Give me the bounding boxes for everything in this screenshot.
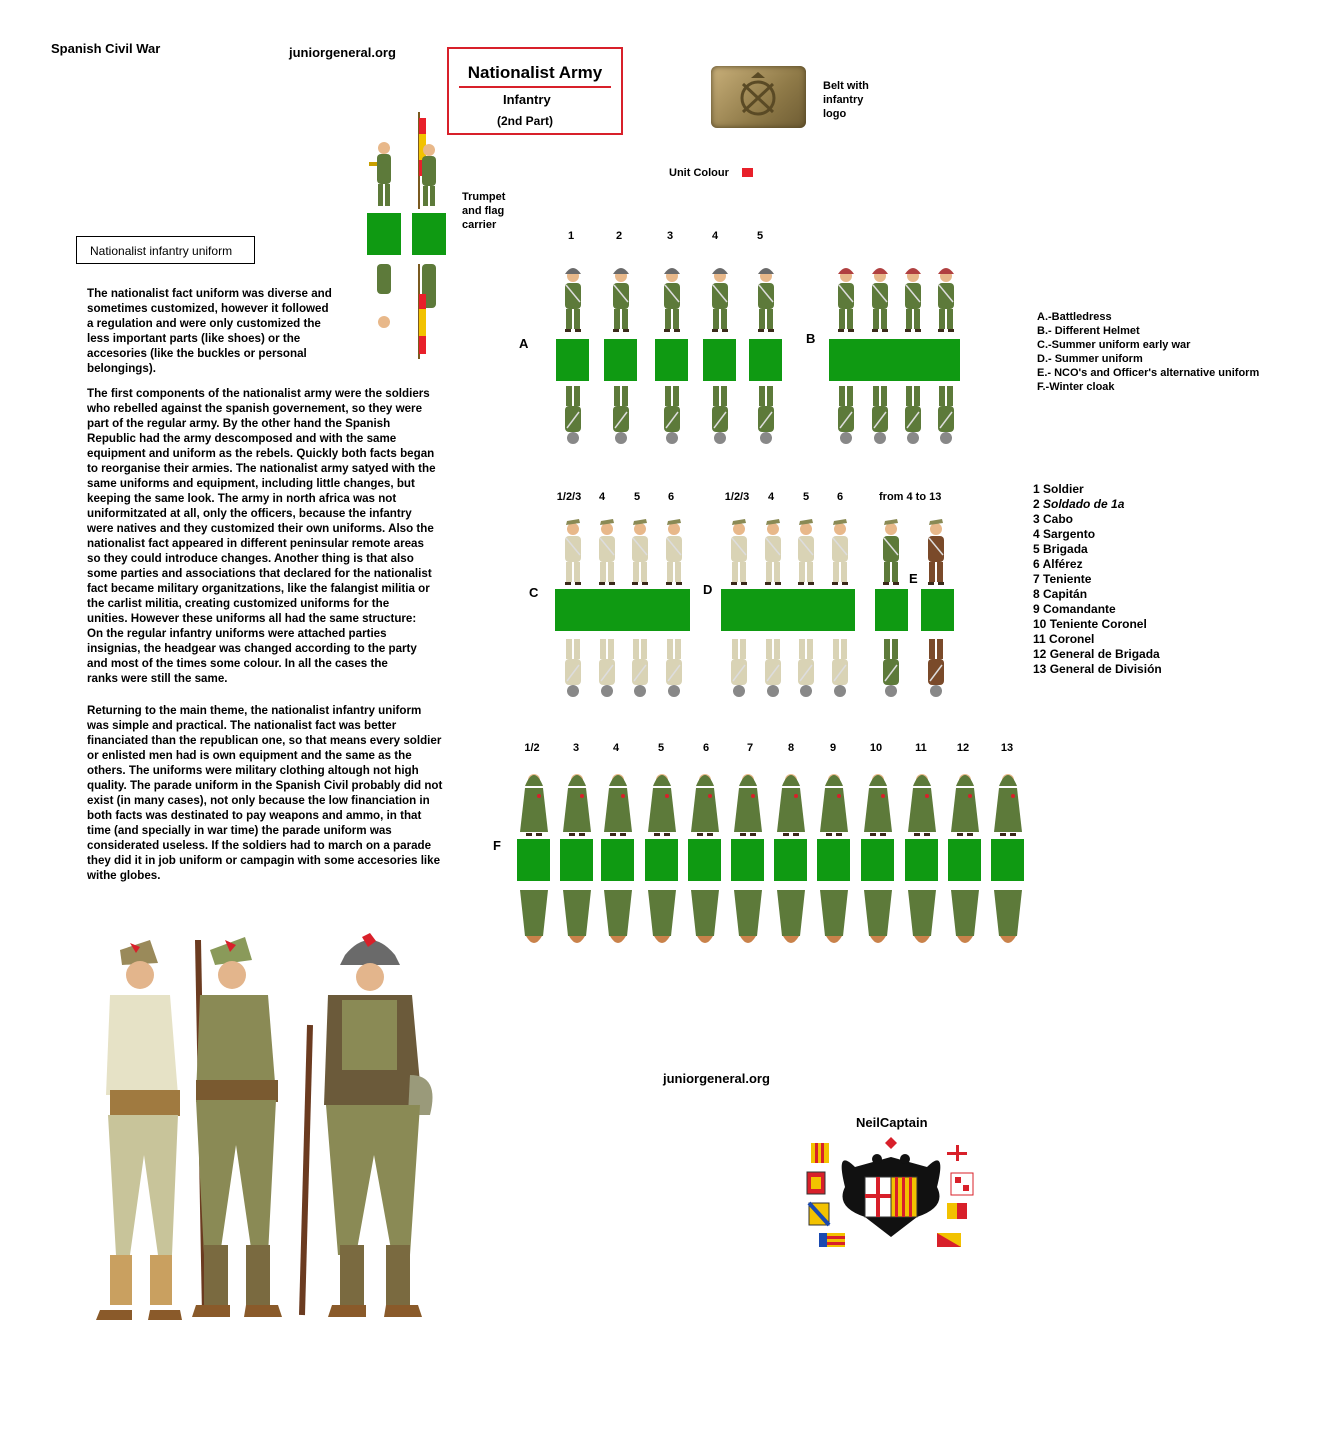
unit-base	[721, 589, 855, 631]
paragraph-line: keeping the same look. The army in north africa was not	[87, 492, 397, 505]
unit-colour-swatch	[742, 168, 753, 177]
rank-name: Alférez	[1042, 557, 1083, 571]
rank-name: Cabo	[1043, 512, 1074, 526]
figure-number: 11	[915, 742, 927, 754]
infantry-logo-icon	[711, 66, 806, 128]
rank-item	[1033, 482, 1162, 497]
belt-caption-line: infantry	[823, 94, 864, 106]
paragraph-line: some parties and associations that declared for the nationalist	[87, 567, 432, 580]
rank-name: Teniente Coronel	[1049, 617, 1147, 631]
rank-item	[1033, 602, 1162, 617]
figure-number: 1/2/3	[556, 491, 582, 503]
rank-number: 11	[1033, 632, 1050, 646]
rank-item	[1033, 662, 1162, 677]
unit-base	[905, 839, 938, 881]
title-box	[447, 47, 623, 135]
paragraph-line: a regulation and were only customized the	[87, 317, 321, 330]
paragraph-line: both facts was destinated to pay weapons and ammo, in that	[87, 809, 422, 822]
rank-number: 12	[1033, 647, 1050, 661]
paragraph-line: uniformitzated at all, only the officers, because the infantry	[87, 507, 412, 520]
paragraph-line: accesories (like the buckles or personal	[87, 347, 307, 360]
row-label-a: A	[519, 336, 529, 351]
site-link-top[interactable]: juniorgeneral.org	[289, 45, 396, 60]
unit-base	[556, 339, 589, 381]
paragraph-line: part of the regular army. By the other hand the Spanish	[87, 417, 391, 430]
unit-base	[921, 589, 954, 631]
figure-number: 1/2/3	[724, 491, 750, 503]
paragraph-line: belongings).	[87, 362, 156, 375]
trumpet-caption-line: and flag	[462, 205, 505, 217]
unit-base	[861, 839, 894, 881]
paragraph-line: considerated useless. If the soldiers had to march on a parade	[87, 839, 432, 852]
rank-item	[1033, 527, 1162, 542]
paragraph-line: Returning to the main theme, the nationalist infantry uniform	[87, 704, 422, 717]
row-label-d: D	[703, 582, 713, 597]
rank-number: 10	[1033, 617, 1050, 631]
site-link-bottom[interactable]: juniorgeneral.org	[663, 1071, 770, 1086]
rank-name: Soldado de 1a	[1043, 497, 1125, 511]
paragraph-line: financiated than the republican one, so that means every soldier	[87, 734, 442, 747]
unit-base	[774, 839, 807, 881]
legend-item: A.-Battledress	[1037, 311, 1112, 323]
figure-number: 3	[572, 742, 580, 754]
rank-name: Sargento	[1043, 527, 1096, 541]
rank-name: Teniente	[1043, 572, 1092, 586]
paragraph-line: sometimes customized, however it followed	[87, 302, 329, 315]
figure-number: 7	[746, 742, 754, 754]
unit-base	[601, 839, 634, 881]
rank-number: 13	[1033, 662, 1050, 676]
figure-number: 4	[711, 230, 719, 242]
legend-item: F.-Winter cloak	[1037, 381, 1115, 393]
rank-name: Comandante	[1043, 602, 1116, 616]
figure-number: 6	[836, 491, 844, 503]
rank-name: Coronel	[1049, 632, 1095, 646]
figure-number: 4	[612, 742, 620, 754]
legend-item: B.- Different Helmet	[1037, 325, 1140, 337]
figure-number: 13	[1000, 742, 1014, 754]
paragraph-line: insignias, the headgear was changed according to the party	[87, 642, 417, 655]
rank-number: 5	[1033, 542, 1044, 556]
rank-number: 2	[1033, 497, 1044, 511]
unit-base	[817, 839, 850, 881]
paragraph-line: to reorganise their armies. The nationalist army satyed with the	[87, 462, 436, 475]
page-subtitle: Infantry	[503, 92, 551, 107]
paragraph-line: The first components of the nationalist army were the soldiers	[87, 387, 430, 400]
figure-number: 2	[615, 230, 623, 242]
figure-number: 8	[787, 742, 795, 754]
figure-number: 5	[633, 491, 641, 503]
unit-base	[645, 839, 678, 881]
unit-base	[829, 339, 960, 381]
series-title: Spanish Civil War	[51, 41, 161, 56]
rank-item	[1033, 497, 1162, 512]
paragraph-line: nationalist fact appeared in different peninsular remote areas	[87, 537, 424, 550]
paragraph-3	[87, 703, 457, 883]
paragraph-line: the carlist militia, creating customized uniforms for the	[87, 597, 390, 610]
rank-number: 6	[1033, 557, 1043, 571]
uniform-illustration	[70, 925, 445, 1325]
paragraph-line: and most of the times some colour. In all the cases the	[87, 657, 388, 670]
paragraph-line: The nationalist fact uniform was diverse and	[87, 287, 332, 300]
figure-number: 6	[667, 491, 675, 503]
paragraph-line: or enlisted men had is own equipment and the same as the	[87, 749, 412, 762]
unit-base	[991, 839, 1024, 881]
unit-base	[555, 589, 690, 631]
rank-item	[1033, 587, 1162, 602]
rank-number: 4	[1033, 527, 1044, 541]
unit-base	[703, 339, 736, 381]
rank-number: 3	[1033, 512, 1044, 526]
figure-number: 5	[657, 742, 665, 754]
rank-name: Capitán	[1043, 587, 1088, 601]
rank-number: 8	[1033, 587, 1044, 601]
rank-item	[1033, 542, 1162, 557]
paragraph-2	[87, 386, 457, 686]
rank-list	[1033, 482, 1162, 677]
row-e-number-label: from 4 to 13	[879, 491, 942, 503]
paragraph-line: was simple and practical. The nationalist fact was better	[87, 719, 397, 732]
figure-number: 10	[869, 742, 883, 754]
paragraph-line: others. The uniforms were military clothing altough not high	[87, 764, 419, 777]
rank-item	[1033, 557, 1162, 572]
figure-number: 9	[829, 742, 837, 754]
rank-name: Brigada	[1043, 542, 1088, 556]
unit-base	[517, 839, 550, 881]
rank-item	[1033, 617, 1162, 632]
figure-number: 3	[666, 230, 674, 242]
paragraph-line: time (and specially in war time) the parade uniform was	[87, 824, 392, 837]
paragraph-1	[87, 286, 357, 376]
heraldry-shields	[805, 1137, 977, 1257]
paragraph-line: who rebelled against the spanish governement, so they were	[87, 402, 423, 415]
trumpet-flag-figures	[364, 104, 454, 364]
rank-number: 1	[1033, 482, 1044, 496]
paragraph-line: quality. The parade uniform in the Spanish Civil probably did not	[87, 779, 443, 792]
unit-base	[560, 839, 593, 881]
unit-base	[731, 839, 764, 881]
rank-name: General de División	[1049, 662, 1162, 676]
legend-item: C.-Summer uniform early war	[1037, 339, 1191, 351]
trumpet-flag-icon	[364, 104, 454, 364]
page-title: Nationalist Army	[467, 63, 603, 82]
rank-name: General de Brigada	[1049, 647, 1160, 661]
belt-caption-line: Belt with	[823, 80, 869, 92]
unit-base	[749, 339, 782, 381]
unit-base	[875, 589, 908, 631]
figure-number: 1/2	[524, 742, 540, 754]
paragraph-line: they did it in job uniform or campagin with some accesories like	[87, 854, 441, 867]
trumpet-caption-line: carrier	[462, 219, 497, 231]
uniform-label-box	[76, 236, 255, 264]
rank-item	[1033, 572, 1162, 587]
rank-item	[1033, 632, 1162, 647]
double-headed-eagle-icon	[805, 1137, 977, 1257]
legend-item: D.- Summer uniform	[1037, 353, 1143, 365]
unit-colour-label: Unit Colour	[669, 167, 729, 179]
rank-number: 9	[1033, 602, 1044, 616]
figure-number: 12	[956, 742, 970, 754]
belt-caption	[823, 79, 869, 121]
paragraph-line: were natives and they customized their own uniforms. Also the	[87, 522, 434, 535]
figure-number: 6	[702, 742, 710, 754]
unit-base	[655, 339, 688, 381]
figure-number: 5	[802, 491, 810, 503]
trumpet-caption	[462, 190, 505, 232]
paragraph-line: equipment and uniform as the rebels. Quickly both facts began	[87, 447, 435, 460]
paragraph-line: unities. However these uniforms all had the same structure:	[87, 612, 417, 625]
row-label-e: E	[909, 571, 918, 586]
paragraph-line: exist (in many cases), not only because the low financiation in	[87, 794, 430, 807]
row-label-b: B	[806, 331, 816, 346]
three-soldiers-icon	[70, 925, 445, 1325]
title-underline	[459, 86, 611, 88]
unit-base	[948, 839, 981, 881]
figure-number: 1	[567, 230, 575, 242]
paragraph-line: ranks were still the same.	[87, 672, 228, 685]
legend	[1037, 310, 1259, 394]
row-label-f: F	[493, 838, 501, 853]
paragraph-line: fact became military organitzations, like the falangist militia or	[87, 582, 430, 595]
row-label-c: C	[529, 585, 539, 600]
paragraph-line: so they could introduce changes. Another thing is that also	[87, 552, 414, 565]
paragraph-line: same uniforms and equipment, including little changes, but	[87, 477, 415, 490]
figure-number: 4	[598, 491, 606, 503]
figure-number: 5	[756, 230, 764, 242]
paragraph-line: withe globes.	[87, 869, 161, 882]
page-subtitle-2: (2nd Part)	[497, 114, 554, 128]
paragraph-line: Republic had the army descomposed and with the same	[87, 432, 397, 445]
legend-item: E.- NCO's and Officer's alternative uniform	[1037, 367, 1260, 379]
paragraph-line: On the regular infantry uniforms were attached parties	[87, 627, 387, 640]
author-name: NeilCaptain	[856, 1115, 928, 1130]
belt-caption-line: logo	[823, 108, 847, 120]
rank-item	[1033, 647, 1162, 662]
trumpet-caption-line: Trumpet	[462, 191, 506, 203]
paragraph-line: less important parts (like shoes) or the	[87, 332, 301, 345]
rank-item	[1033, 512, 1162, 527]
unit-base	[688, 839, 721, 881]
uniform-label: Nationalist infantry uniform	[90, 244, 233, 258]
rank-number: 7	[1033, 572, 1044, 586]
belt-buckle-image	[711, 66, 806, 128]
figure-number: 4	[767, 491, 775, 503]
unit-base	[604, 339, 637, 381]
rank-name: Soldier	[1043, 482, 1084, 496]
